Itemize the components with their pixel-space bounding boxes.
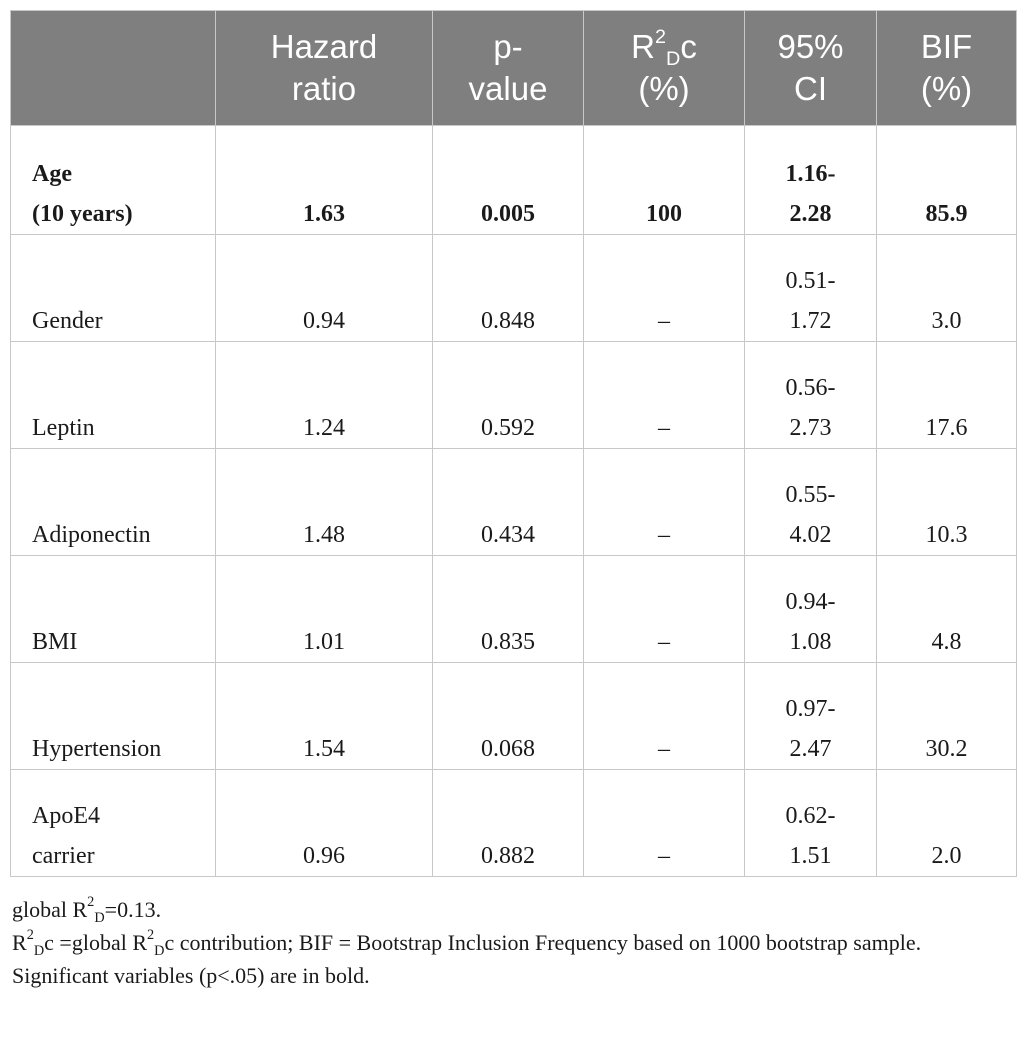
header-r2dc: $R^2_Dc$ (%) xyxy=(584,11,745,126)
header-bif: BIF (%) xyxy=(877,11,1017,126)
cell-r2dc: – xyxy=(584,556,745,663)
cell-r2dc: 100 xyxy=(584,126,745,235)
table-row xyxy=(11,449,1017,556)
cell-p-value: 0.835 xyxy=(433,556,584,663)
cell-hazard-ratio: 1.54 xyxy=(216,663,433,770)
cell-bif: 3.0 xyxy=(877,235,1017,342)
cell-r2dc: – xyxy=(584,449,745,556)
cell-bif: 85.9 xyxy=(877,126,1017,235)
cell-variable: Adiponectin xyxy=(11,449,216,556)
cell-bif: 4.8 xyxy=(877,556,1017,663)
cell-r2dc: – xyxy=(584,235,745,342)
header-ci: 95% CI xyxy=(745,11,877,126)
cell-variable: Hypertension xyxy=(11,663,216,770)
cell-hazard-ratio: 1.63 xyxy=(216,126,433,235)
cell-ci: 1.16- 2.28 xyxy=(745,126,877,235)
cell-hazard-ratio: 1.48 xyxy=(216,449,433,556)
cell-variable: ApoE4 carrier xyxy=(11,770,216,877)
cell-ci: 0.56- 2.73 xyxy=(745,342,877,449)
cell-ci: 0.94- 1.08 xyxy=(745,556,877,663)
cell-p-value: 0.882 xyxy=(433,770,584,877)
footnote-significance: Significant variables (p<.05) are in bold. xyxy=(12,963,370,988)
cell-bif: 17.6 xyxy=(877,342,1017,449)
cell-hazard-ratio: 1.24 xyxy=(216,342,433,449)
results-table xyxy=(10,10,1017,877)
header-hazard-ratio: Hazard ratio xyxy=(216,11,433,126)
cell-p-value: 0.592 xyxy=(433,342,584,449)
cell-hazard-ratio: 0.94 xyxy=(216,235,433,342)
cell-r2dc: – xyxy=(584,342,745,449)
cell-hazard-ratio: 1.01 xyxy=(216,556,433,663)
cell-p-value: 0.434 xyxy=(433,449,584,556)
cell-p-value: 0.848 xyxy=(433,235,584,342)
cell-ci: 0.55- 4.02 xyxy=(745,449,877,556)
table-row xyxy=(11,126,1017,235)
cell-ci: 0.51- 1.72 xyxy=(745,235,877,342)
cell-p-value: 0.068 xyxy=(433,663,584,770)
header-variable xyxy=(11,11,216,126)
cell-variable: Age (10 years) xyxy=(11,126,216,235)
cell-ci: 0.97- 2.47 xyxy=(745,663,877,770)
table-row xyxy=(11,235,1017,342)
table-row xyxy=(11,556,1017,663)
table-row xyxy=(11,663,1017,770)
cell-bif: 2.0 xyxy=(877,770,1017,877)
cell-bif: 30.2 xyxy=(877,663,1017,770)
cell-variable: BMI xyxy=(11,556,216,663)
cell-variable: Leptin xyxy=(11,342,216,449)
footnote-global-r2: global $R^2_D=0.13$. xyxy=(12,894,162,926)
table-row xyxy=(11,342,1017,449)
cell-hazard-ratio: 0.96 xyxy=(216,770,433,877)
cell-p-value: 0.005 xyxy=(433,126,584,235)
table-footnotes xyxy=(12,893,1016,992)
cell-ci: 0.62- 1.51 xyxy=(745,770,877,877)
cell-variable: Gender xyxy=(11,235,216,342)
cell-r2dc: – xyxy=(584,770,745,877)
cell-bif: 10.3 xyxy=(877,449,1017,556)
header-row xyxy=(11,11,1017,126)
table-row xyxy=(11,770,1017,877)
header-p-value: p- value xyxy=(433,11,584,126)
cell-r2dc: – xyxy=(584,663,745,770)
footnote-definitions: $R^2_Dc$ =global $R^2_Dc$ contribution; BIF = Bootstrap Inclusion Frequency based on 1000 bootstrap sample. xyxy=(12,927,922,959)
